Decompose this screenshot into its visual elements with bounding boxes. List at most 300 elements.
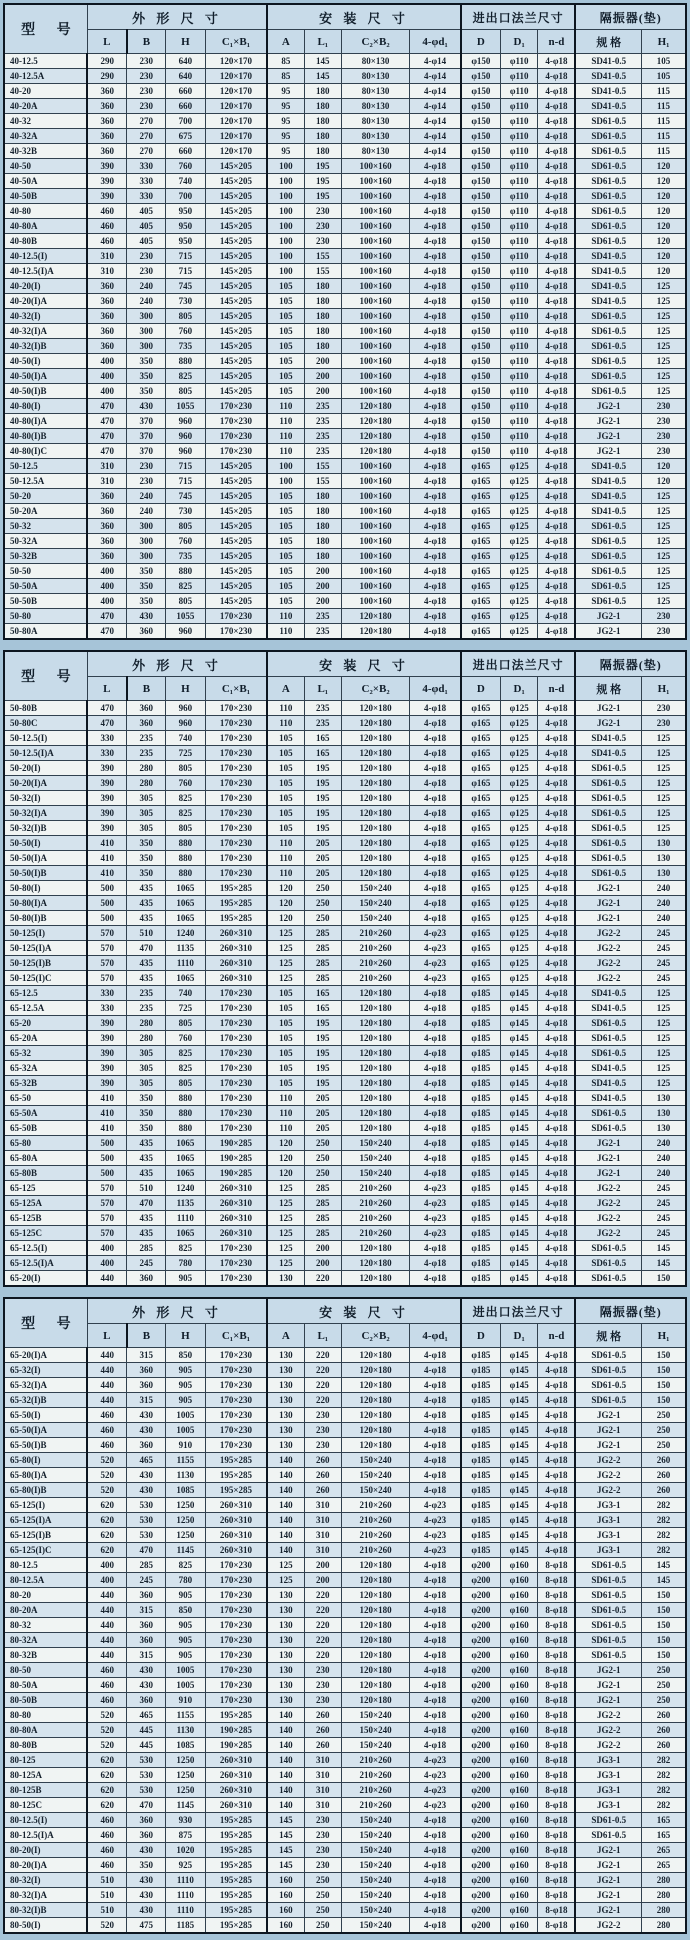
value-cell: φ165 [461, 836, 501, 851]
model-cell: 65-32(I)B [4, 1393, 87, 1408]
model-cell: 65-125(I) [4, 1498, 87, 1513]
value-cell: 120×180 [342, 1106, 410, 1121]
value-cell: φ125 [500, 459, 538, 474]
value-cell: 265 [642, 1858, 686, 1873]
group-header-vibration-isolator: 隔振器(垫) [575, 651, 686, 677]
value-cell: 100×160 [342, 384, 410, 399]
value-cell: 200 [304, 594, 342, 609]
value-cell: 105 [267, 1001, 304, 1016]
value-cell: SD61-0.5 [575, 1271, 641, 1287]
value-cell: 905 [166, 1588, 206, 1603]
value-cell: 8-φ18 [538, 1648, 576, 1663]
value-cell: 230 [642, 609, 686, 624]
value-cell: φ165 [461, 564, 501, 579]
value-cell: 4-φ18 [410, 986, 461, 1001]
value-cell: 95 [267, 129, 304, 144]
value-cell: 4-φ18 [410, 384, 461, 399]
value-cell: φ185 [461, 1348, 501, 1363]
value-cell: 170×230 [205, 1016, 267, 1031]
value-cell: 120×180 [342, 986, 410, 1001]
value-cell: 440 [87, 1648, 127, 1663]
value-cell: 210×260 [342, 1798, 410, 1813]
value-cell: 245 [642, 1226, 686, 1241]
value-cell: 4-φ18 [410, 624, 461, 640]
column-header-L: L [87, 30, 127, 54]
value-cell: 100×160 [342, 594, 410, 609]
table-row [4, 1468, 686, 1483]
value-cell: 4-φ18 [410, 1271, 461, 1287]
table-row [4, 204, 686, 219]
value-cell: SD61-0.5 [575, 144, 641, 159]
value-cell: 330 [127, 189, 166, 204]
value-cell: 110 [267, 701, 304, 716]
value-cell: 4-φ18 [410, 1558, 461, 1573]
value-cell: 360 [127, 716, 166, 731]
value-cell: 350 [127, 1091, 166, 1106]
value-cell: 400 [87, 579, 127, 594]
value-cell: 160 [267, 1903, 304, 1918]
value-cell: φ145 [500, 1061, 538, 1076]
value-cell: 120 [642, 474, 686, 489]
value-cell: 350 [127, 1121, 166, 1136]
value-cell: 1110 [166, 1211, 206, 1226]
value-cell: 145×205 [205, 354, 267, 369]
value-cell: 620 [87, 1498, 127, 1513]
value-cell: 390 [87, 761, 127, 776]
column-header-B: B [127, 677, 166, 701]
value-cell: 260 [304, 1468, 342, 1483]
value-cell: SD61-0.5 [575, 159, 641, 174]
table-row [4, 1888, 686, 1903]
value-cell: 195×285 [205, 896, 267, 911]
value-cell: 4-φ14 [410, 129, 461, 144]
value-cell: 190×285 [205, 1151, 267, 1166]
table-row [4, 836, 686, 851]
value-cell: 880 [166, 1106, 206, 1121]
value-cell: 1110 [166, 956, 206, 971]
value-cell: JG2-1 [575, 701, 641, 716]
value-cell: 125 [267, 926, 304, 941]
value-cell: 470 [127, 1543, 166, 1558]
group-header-row [4, 651, 686, 677]
value-cell: 825 [166, 1061, 206, 1076]
model-cell: 50-80C [4, 716, 87, 731]
value-cell: 120 [642, 174, 686, 189]
value-cell: φ150 [461, 69, 501, 84]
model-cell: 65-20A [4, 1031, 87, 1046]
value-cell: 160 [267, 1873, 304, 1888]
table-row [4, 1903, 686, 1918]
value-cell: 4-φ18 [410, 866, 461, 881]
value-cell: 4-φ18 [410, 1468, 461, 1483]
value-cell: 465 [127, 1708, 166, 1723]
value-cell: 235 [127, 986, 166, 1001]
value-cell: 250 [304, 1136, 342, 1151]
value-cell: 150 [642, 1393, 686, 1408]
value-cell: 350 [127, 851, 166, 866]
value-cell: 100×160 [342, 264, 410, 279]
value-cell: 210×260 [342, 941, 410, 956]
value-cell: φ145 [500, 1031, 538, 1046]
value-cell: 170×230 [205, 716, 267, 731]
value-cell: 285 [304, 971, 342, 986]
value-cell: 310 [304, 1753, 342, 1768]
value-cell: SD61-0.5 [575, 1603, 641, 1618]
column-header-C1xB1: C₁×B₁ [205, 1324, 267, 1348]
value-cell: 220 [304, 1603, 342, 1618]
value-cell: 180 [304, 519, 342, 534]
value-cell: SD61-0.5 [575, 1031, 641, 1046]
value-cell: 170×230 [205, 821, 267, 836]
value-cell: φ200 [461, 1798, 501, 1813]
value-cell: 170×230 [205, 1256, 267, 1271]
value-cell: 130 [642, 866, 686, 881]
spec-table-block-2 [3, 650, 687, 1287]
value-cell: 4-φ18 [410, 1363, 461, 1378]
value-cell: 230 [127, 69, 166, 84]
value-cell: 4-φ18 [538, 1241, 576, 1256]
value-cell: 925 [166, 1858, 206, 1873]
value-cell: JG2-1 [575, 1678, 641, 1693]
value-cell: φ165 [461, 911, 501, 926]
value-cell: φ125 [500, 911, 538, 926]
value-cell: 4-φ18 [410, 564, 461, 579]
value-cell: 440 [87, 1618, 127, 1633]
table-row [4, 821, 686, 836]
value-cell: 1145 [166, 1798, 206, 1813]
value-cell: φ145 [500, 1106, 538, 1121]
value-cell: 4-φ23 [410, 1196, 461, 1211]
column-header-D1: D₁ [500, 677, 538, 701]
value-cell: 195 [304, 776, 342, 791]
value-cell: 130 [267, 1588, 304, 1603]
value-cell: 4-φ18 [538, 1016, 576, 1031]
column-header-4-phi-d1: 4-φd₁ [410, 1324, 461, 1348]
table-row [4, 776, 686, 791]
value-cell: 220 [304, 1378, 342, 1393]
value-cell: SD61-0.5 [575, 1046, 641, 1061]
value-cell: 230 [304, 1843, 342, 1858]
value-cell: φ200 [461, 1558, 501, 1573]
value-cell: 200 [304, 354, 342, 369]
value-cell: 220 [304, 1363, 342, 1378]
value-cell: 4-φ23 [410, 1513, 461, 1528]
value-cell: 170×230 [205, 1061, 267, 1076]
value-cell: 825 [166, 1558, 206, 1573]
table-row [4, 1618, 686, 1633]
column-header-A: A [267, 677, 304, 701]
value-cell: 120 [642, 159, 686, 174]
value-cell: 4-φ18 [538, 249, 576, 264]
value-cell: 100×160 [342, 279, 410, 294]
value-cell: 4-φ18 [538, 504, 576, 519]
value-cell: 435 [127, 1151, 166, 1166]
table-row [4, 1873, 686, 1888]
value-cell: 500 [87, 911, 127, 926]
value-cell: 905 [166, 1271, 206, 1287]
value-cell: 4-φ23 [410, 1211, 461, 1226]
value-cell: 300 [127, 549, 166, 564]
value-cell: 110 [267, 836, 304, 851]
value-cell: 4-φ18 [410, 1378, 461, 1393]
value-cell: 100×160 [342, 294, 410, 309]
value-cell: JG3-1 [575, 1543, 641, 1558]
value-cell: 245 [642, 956, 686, 971]
table-row [4, 174, 686, 189]
value-cell: 145 [267, 1858, 304, 1873]
value-cell: 350 [127, 1858, 166, 1873]
value-cell: 145×205 [205, 264, 267, 279]
value-cell: 170×230 [205, 1001, 267, 1016]
value-cell: φ125 [500, 776, 538, 791]
value-cell: 100×160 [342, 489, 410, 504]
value-cell: 180 [304, 84, 342, 99]
value-cell: 4-φ18 [410, 489, 461, 504]
value-cell: 760 [166, 776, 206, 791]
value-cell: 430 [127, 609, 166, 624]
value-cell: 530 [127, 1768, 166, 1783]
value-cell: 120 [642, 189, 686, 204]
value-cell: 910 [166, 1693, 206, 1708]
table-row [4, 309, 686, 324]
value-cell: φ125 [500, 746, 538, 761]
table-row [4, 1001, 686, 1016]
value-cell: 120×180 [342, 806, 410, 821]
model-cell: 50-12.5(I)A [4, 746, 87, 761]
value-cell: 530 [127, 1513, 166, 1528]
table-header [4, 651, 686, 701]
value-cell: 4-φ18 [538, 1076, 576, 1091]
value-cell: φ200 [461, 1843, 501, 1858]
value-cell: 260×310 [205, 1798, 267, 1813]
value-cell: 250 [304, 1873, 342, 1888]
table-row [4, 219, 686, 234]
value-cell: 620 [87, 1783, 127, 1798]
value-cell: 4-φ18 [410, 1031, 461, 1046]
value-cell: 140 [267, 1468, 304, 1483]
value-cell: φ150 [461, 339, 501, 354]
value-cell: 100 [267, 264, 304, 279]
column-header-B: B [127, 30, 166, 54]
value-cell: 400 [87, 594, 127, 609]
model-cell: 65-50B [4, 1121, 87, 1136]
value-cell: 530 [127, 1498, 166, 1513]
value-cell: 280 [642, 1918, 686, 1934]
column-header-C2xB2: C₂×B₂ [342, 1324, 410, 1348]
value-cell: 825 [166, 579, 206, 594]
value-cell: 4-φ18 [410, 189, 461, 204]
value-cell: 460 [87, 1438, 127, 1453]
value-cell: 100×160 [342, 174, 410, 189]
table-row [4, 459, 686, 474]
value-cell: SD61-0.5 [575, 324, 641, 339]
value-cell: 235 [304, 399, 342, 414]
value-cell: 95 [267, 144, 304, 159]
value-cell: 85 [267, 69, 304, 84]
value-cell: 145×205 [205, 564, 267, 579]
table-row [4, 1798, 686, 1813]
value-cell: 620 [87, 1513, 127, 1528]
value-cell: 570 [87, 941, 127, 956]
value-cell: 4-φ14 [410, 69, 461, 84]
value-cell: 360 [127, 1588, 166, 1603]
value-cell: 4-φ18 [410, 1483, 461, 1498]
value-cell: 4-φ18 [410, 701, 461, 716]
value-cell: 120 [642, 234, 686, 249]
model-cell: 50-20 [4, 489, 87, 504]
table-row [4, 189, 686, 204]
value-cell: 360 [127, 1693, 166, 1708]
value-cell: 4-φ18 [538, 926, 576, 941]
value-cell: 125 [642, 579, 686, 594]
value-cell: 310 [87, 459, 127, 474]
value-cell: 280 [127, 761, 166, 776]
value-cell: 4-φ18 [538, 189, 576, 204]
value-cell: 130 [267, 1603, 304, 1618]
value-cell: 230 [127, 99, 166, 114]
value-cell: 125 [267, 1181, 304, 1196]
value-cell: 260 [304, 1708, 342, 1723]
value-cell: 120×180 [342, 716, 410, 731]
value-cell: 4-φ18 [410, 249, 461, 264]
value-cell: 195×285 [205, 1708, 267, 1723]
value-cell: φ125 [500, 761, 538, 776]
value-cell: 120×180 [342, 1241, 410, 1256]
table-row [4, 1408, 686, 1423]
value-cell: 180 [304, 504, 342, 519]
value-cell: φ160 [500, 1918, 538, 1934]
value-cell: φ185 [461, 1091, 501, 1106]
value-cell: 4-φ18 [538, 114, 576, 129]
value-cell: 410 [87, 1106, 127, 1121]
value-cell: SD61-0.5 [575, 534, 641, 549]
value-cell: φ150 [461, 189, 501, 204]
value-cell: φ165 [461, 806, 501, 821]
value-cell: 360 [127, 1378, 166, 1393]
value-cell: φ160 [500, 1798, 538, 1813]
value-cell: φ185 [461, 1196, 501, 1211]
value-cell: φ185 [461, 1423, 501, 1438]
value-cell: φ165 [461, 489, 501, 504]
value-cell: 125 [642, 564, 686, 579]
column-header-model: 型 号 [4, 651, 87, 701]
value-cell: 8-φ18 [538, 1588, 576, 1603]
value-cell: φ185 [461, 1046, 501, 1061]
value-cell: JG2-1 [575, 1663, 641, 1678]
value-cell: 120×180 [342, 836, 410, 851]
value-cell: 240 [642, 1151, 686, 1166]
value-cell: JG3-1 [575, 1768, 641, 1783]
value-cell: JG2-2 [575, 1181, 641, 1196]
column-header-row [4, 30, 686, 54]
value-cell: SD61-0.5 [575, 174, 641, 189]
value-cell: φ185 [461, 1513, 501, 1528]
value-cell: 210×260 [342, 1528, 410, 1543]
value-cell: 250 [304, 896, 342, 911]
value-cell: 230 [304, 1423, 342, 1438]
value-cell: 105 [267, 519, 304, 534]
value-cell: 4-φ18 [410, 1091, 461, 1106]
model-cell: 80-125 [4, 1753, 87, 1768]
value-cell: 360 [87, 294, 127, 309]
value-cell: 110 [267, 1121, 304, 1136]
model-cell: 65-12.5(I) [4, 1241, 87, 1256]
value-cell: φ150 [461, 294, 501, 309]
value-cell: φ185 [461, 1543, 501, 1558]
value-cell: 120×180 [342, 1663, 410, 1678]
value-cell: JG3-1 [575, 1513, 641, 1528]
value-cell: 4-φ18 [538, 459, 576, 474]
value-cell: 300 [127, 309, 166, 324]
value-cell: 100×160 [342, 564, 410, 579]
value-cell: 235 [304, 716, 342, 731]
value-cell: φ160 [500, 1588, 538, 1603]
value-cell: 105 [267, 594, 304, 609]
value-cell: 105 [267, 746, 304, 761]
value-cell: 360 [87, 504, 127, 519]
value-cell: 4-φ14 [410, 99, 461, 114]
column-header-n-d: n-d [538, 30, 576, 54]
value-cell: 1240 [166, 926, 206, 941]
value-cell: 4-φ18 [538, 1091, 576, 1106]
value-cell: 1055 [166, 399, 206, 414]
value-cell: 260 [642, 1483, 686, 1498]
value-cell: 145 [267, 1828, 304, 1843]
pump-spec-table [3, 3, 687, 640]
table-row [4, 324, 686, 339]
value-cell: 4-φ18 [538, 716, 576, 731]
model-cell: 50-12.5(I) [4, 731, 87, 746]
value-cell: 8-φ18 [538, 1753, 576, 1768]
value-cell: 4-φ18 [538, 1513, 576, 1528]
value-cell: 400 [87, 384, 127, 399]
model-cell: 50-32B [4, 549, 87, 564]
value-cell: 880 [166, 866, 206, 881]
value-cell: 282 [642, 1753, 686, 1768]
value-cell: 145 [267, 1813, 304, 1828]
value-cell: 125 [642, 354, 686, 369]
value-cell: φ165 [461, 701, 501, 716]
table-row [4, 384, 686, 399]
value-cell: JG2-2 [575, 1468, 641, 1483]
value-cell: 105 [267, 761, 304, 776]
table-row [4, 1843, 686, 1858]
value-cell: 360 [87, 114, 127, 129]
value-cell: 145×205 [205, 369, 267, 384]
value-cell: 120×180 [342, 1001, 410, 1016]
value-cell: 4-φ18 [410, 716, 461, 731]
value-cell: φ160 [500, 1723, 538, 1738]
value-cell: φ145 [500, 1196, 538, 1211]
value-cell: 105 [267, 731, 304, 746]
value-cell: 315 [127, 1348, 166, 1363]
value-cell: 180 [304, 114, 342, 129]
value-cell: φ185 [461, 1166, 501, 1181]
value-cell: 4-φ18 [410, 1408, 461, 1423]
value-cell: 400 [87, 1558, 127, 1573]
value-cell: JG2-1 [575, 1136, 641, 1151]
value-cell: SD61-0.5 [575, 594, 641, 609]
value-cell: φ150 [461, 309, 501, 324]
value-cell: 4-φ18 [410, 776, 461, 791]
model-cell: 65-32 [4, 1046, 87, 1061]
value-cell: 1135 [166, 1196, 206, 1211]
table-row [4, 69, 686, 84]
model-cell: 50-12.5A [4, 474, 87, 489]
value-cell: 4-φ18 [410, 399, 461, 414]
value-cell: 155 [304, 459, 342, 474]
column-header-L1: L₁ [304, 1324, 342, 1348]
